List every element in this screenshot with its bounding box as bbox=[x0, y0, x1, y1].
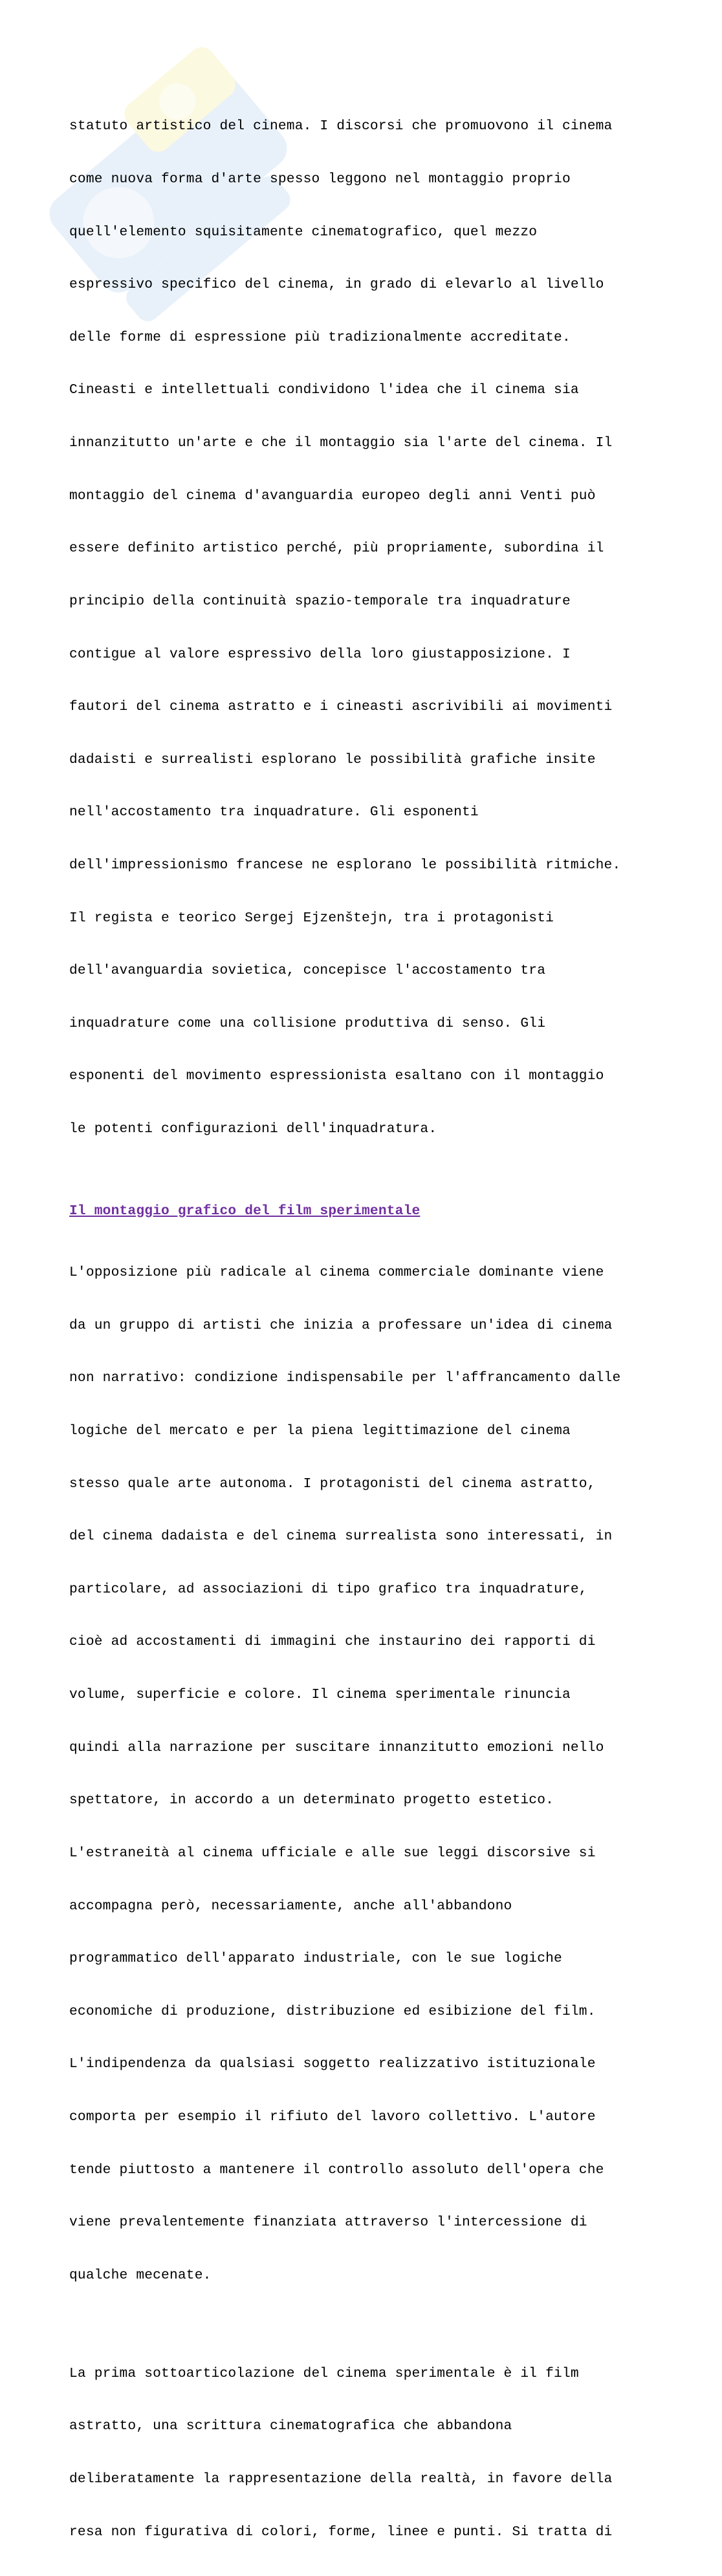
text-line: dell'impressionismo francese ne esplorano le possibilità ritmiche. bbox=[69, 857, 621, 873]
text-line: statuto artistico del cinema. I discorsi che promuovono il cinema bbox=[69, 118, 613, 134]
text-line: volume, superficie e colore. Il cinema sperimentale rinuncia bbox=[69, 1687, 571, 1703]
text-line: quell'elemento squisitamente cinematografico, quel mezzo bbox=[69, 224, 538, 240]
text-line: tende piuttosto a mantenere il controllo assoluto dell'opera che bbox=[69, 2162, 604, 2178]
text-line: del cinema dadaista e del cinema surrealista sono interessati, in bbox=[69, 1529, 613, 1545]
text-line: nell'accostamento tra inquadrature. Gli esponenti bbox=[69, 804, 479, 821]
text-line: espressivo specifico del cinema, in grado di elevarlo al livello bbox=[69, 277, 604, 293]
text-line: quindi alla narrazione per suscitare innanzitutto emozioni nello bbox=[69, 1739, 604, 1755]
text-line: stesso quale arte autonoma. I protagonisti del cinema astratto, bbox=[69, 1476, 596, 1492]
text-line: particolare, ad associazioni di tipo grafico tra inquadrature, bbox=[69, 1581, 587, 1597]
text-line: deliberatamente la rappresentazione della realtà, in favore della bbox=[69, 2471, 613, 2487]
text-line: spettatore, in accordo a un determinato progetto estetico. bbox=[69, 1792, 554, 1809]
text-line: astratto, una scrittura cinematografica che abbandona bbox=[69, 2418, 512, 2434]
text-line: comporta per esempio il rifiuto del lavoro collettivo. L'autore bbox=[69, 2109, 596, 2125]
text-line: montaggio del cinema d'avanguardia europeo degli anni Venti può bbox=[69, 488, 596, 504]
text-line: qualche mecenate. bbox=[69, 2267, 212, 2283]
text-line: Il regista e teorico Sergej Ejzenštejn, tra i protagonisti bbox=[69, 910, 554, 926]
text-line: resa non figurativa di colori, forme, linee e punti. Si tratta di bbox=[69, 2524, 613, 2540]
text-line: accompagna però, necessariamente, anche all'abbandono bbox=[69, 1898, 512, 1914]
text-line: delle forme di espressione più tradizionalmente accreditate. bbox=[69, 329, 571, 345]
text-line: innanzitutto un'arte e che il montaggio sia l'arte del cinema. Il bbox=[69, 435, 613, 451]
text-line: programmatico dell'apparato industriale, con le sue logiche bbox=[69, 1951, 562, 1967]
document-body bbox=[69, 83, 664, 2576]
text-line: L'estraneità al cinema ufficiale e alle sue leggi discorsive si bbox=[69, 1845, 596, 1861]
text-line: cioè ad accostamenti di immagini che instaurino dei rapporti di bbox=[69, 1634, 596, 1650]
text-line: dadaisti e surrealisti esplorano le possibilità grafiche insite bbox=[69, 751, 596, 767]
text-line: come nuova forma d'arte spesso leggono nel montaggio proprio bbox=[69, 171, 571, 188]
text-line: logiche del mercato e per la piena legittimazione del cinema bbox=[69, 1423, 571, 1439]
text-line: viene prevalentemente finanziata attraverso l'intercessione di bbox=[69, 2215, 587, 2231]
text-line: contigue al valore espressivo della loro giustapposizione. I bbox=[69, 646, 571, 662]
text-line: esponenti del movimento espressionista esaltano con il montaggio bbox=[69, 1068, 604, 1084]
text-line: fautori del cinema astratto e i cineasti ascrivibili ai movimenti bbox=[69, 699, 613, 715]
text-line: dell'avanguardia sovietica, concepisce l'accostamento tra bbox=[69, 963, 546, 979]
paragraph-opposizione bbox=[69, 1229, 664, 2320]
text-line: Cineasti e intellettuali condividono l'idea che il cinema sia bbox=[69, 382, 579, 398]
text-line: L'opposizione più radicale al cinema commerciale dominante viene bbox=[69, 1265, 604, 1281]
section-heading[interactable]: Il montaggio grafico del film sperimentale bbox=[69, 1203, 421, 1219]
text-line: non narrativo: condizione indispensabile per l'affrancamento dalle bbox=[69, 1370, 621, 1386]
text-line: da un gruppo di artisti che inizia a professare un'idea di cinema bbox=[69, 1317, 613, 1333]
text-line: le potenti configurazioni dell'inquadratura. bbox=[69, 1121, 437, 1137]
text-line: inquadrature come una collisione produttiva di senso. Gli bbox=[69, 1015, 546, 1031]
paragraph-film-astratto bbox=[69, 2330, 664, 2576]
text-line: L'indipendenza da qualsiasi soggetto realizzativo istituzionale bbox=[69, 2056, 596, 2072]
text-line: principio della continuità spazio-temporale tra inquadrature bbox=[69, 593, 571, 609]
paragraph-statuto-artistico bbox=[69, 83, 664, 1174]
text-line: La prima sottoarticolazione del cinema sperimentale è il film bbox=[69, 2365, 579, 2381]
text-line: essere definito artistico perché, più propriamente, subordina il bbox=[69, 541, 604, 557]
text-line: economiche di produzione, distribuzione ed esibizione del film. bbox=[69, 2003, 596, 2019]
